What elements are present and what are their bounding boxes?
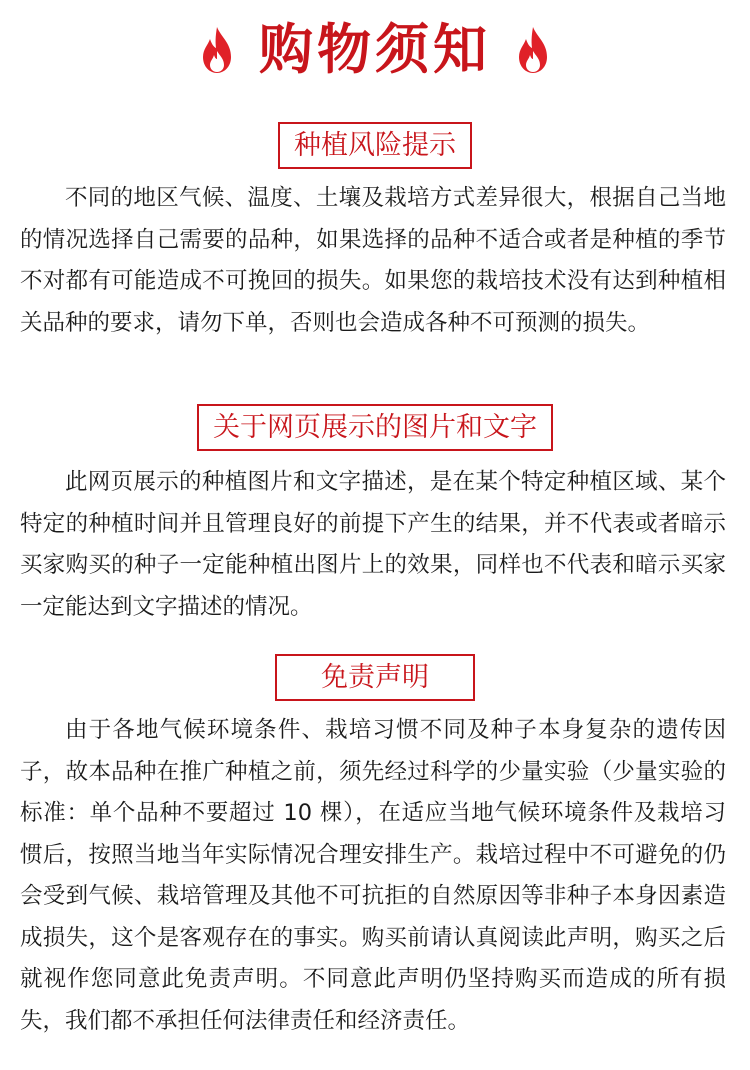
page-title: 购物须知 xyxy=(259,18,491,81)
section-heading-disclaimer: 免责声明 xyxy=(275,654,475,701)
section-body-images-and-text: 此网页展示的种植图片和文字描述，是在某个特定种植区域、某个特定的种植时间并且管理良好的前提下产生的结果，并不代表或者暗示买家购买的种子一定能种植出图片上的效果，同样也不代表和暗示买家一定能达到文字描述的情况。 xyxy=(20,469,726,620)
flame-icon xyxy=(513,25,553,75)
section-heading-images-and-text: 关于网页展示的图片和文字 xyxy=(197,404,553,451)
section-body-disclaimer: 由于各地气候环境条件、栽培习惯不同及种子本身复杂的遗传因子，故本品种在推广种植之前，须先经过科学的少量实验（少量实验的标准：单个品种不要超过 10 棵），在适应当地气候环境条件及栽培习惯后，按照当地当年实际情况合理安排生产。栽培过程中不可避免的仍会受到气候、栽培管理及其他不可抗拒的自然原因等非种子本身因素造成损失，这个是客观存在的事实。购买前请认真阅读此声明，购买之后就视作您同意此免责声明。不同意此声明仍坚持购买而造成的所有损失，我们都不承担任何法律责任和经济责任。 xyxy=(20,717,726,1034)
flame-icon xyxy=(197,25,237,75)
section-body-planting-risk: 不同的地区气候、温度、土壤及栽培方式差异很大，根据自己当地的情况选择自己需要的品种，如果选择的品种不适合或者是种植的季节不对都有可能造成不可挽回的损失。如果您的栽培技术没有达到种植相关品种的要求，请勿下单，否则也会造成各种不可预测的损失。 xyxy=(20,185,726,336)
section-heading-planting-risk: 种植风险提示 xyxy=(278,122,472,169)
page-header xyxy=(0,14,750,86)
